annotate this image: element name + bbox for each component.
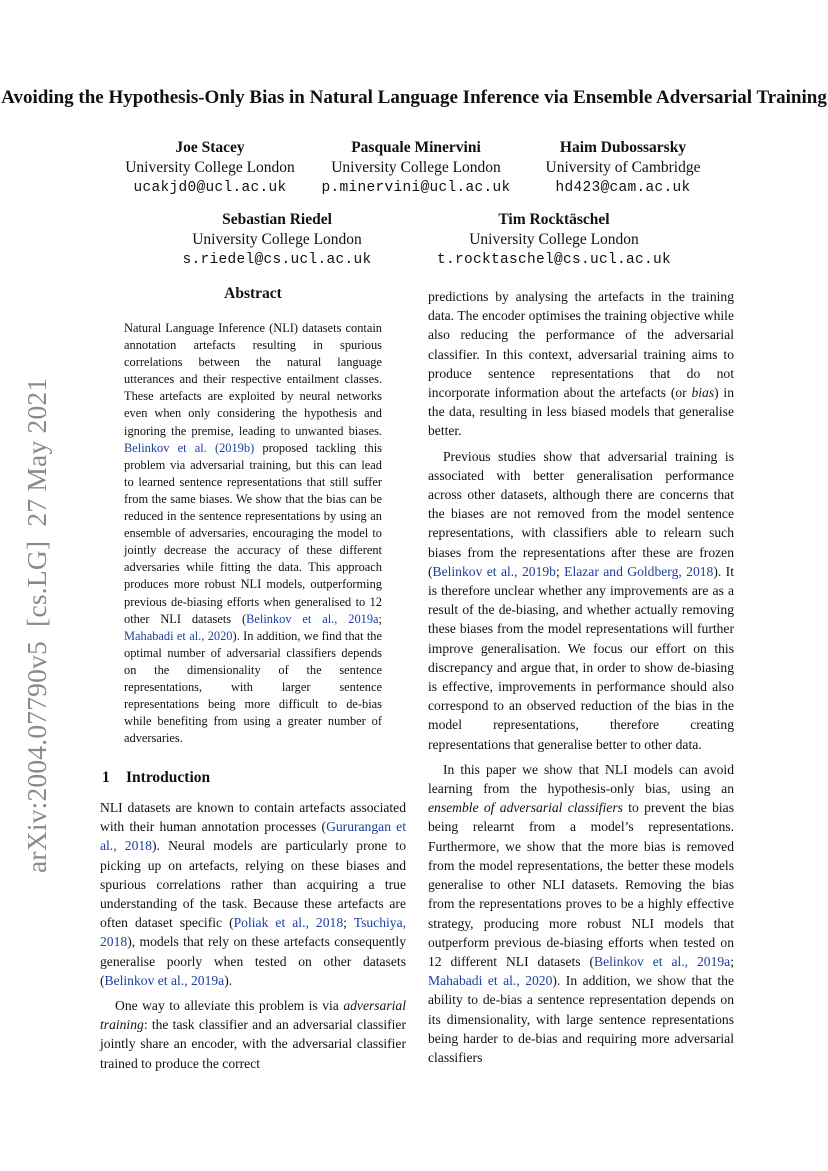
paragraph: In this paper we show that NLI models can avoid learning from the hypothesis-only bias, using an ensemble of adversarial classifiers to prevent the bias being relearnt from a model’s representations. Furthermore, we show that the more bias is removed from the model representations, the better these models generalise to other NLI datasets. Removing the bias from the representations proves to be a highly effective strategy, producing more robust NLI models that outperform previous de-biasing efforts when tested on 12 different NLI datasets (Belinkov et al., 2019a; Mahabadi et al., 2020). In addition, we show that the ability to de-bias a sentence representation depends on its dimensionality, with large sentence representations being harder to de-bias and requiring more adversarial classifiers [428, 761, 734, 1065]
author-email: hd423@cam.ac.uk [555, 180, 691, 196]
paragraph: Previous studies show that adversarial training is associated with better generalisation performance across other datasets, although there are concerns that the biases are not removed from the model sentence representations, with classifiers able to relearn such biases from the representations after these are frozen (Belinkov et al., 2019b; Elazar and Goldberg, 2018). It is therefore unclear whether any improvements are as a result of the de-biasing, and whether actually removing these biases from the model representations will further improve generalisation. We focus our effort on this discrepancy and argue that, in order to show de-biasing is effective, improvements in performance should also correspond to an observed reduction of the bias in the model representations, therefore creating representations that generalise better to other data. [428, 448, 734, 752]
paragraph: NLI datasets are known to contain artefacts associated with their human annotation processes (Gururangan et al., 2018). Neural models are particularly prone to picking up on artefacts, relying on these biases and spurious correlations rather than acquiring a true understanding of the task. Because these artefacts are often dataset specific (Poliak et al., 2018; Tsuchiya, 2018), models that rely on these artefacts consequently generalise poorly when tested on other datasets (Belinkov et al., 2019a). [100, 800, 406, 988]
author-name: Sebastian Riedel [222, 211, 332, 228]
author-block [108, 138, 312, 198]
section-title: Introduction [126, 769, 211, 786]
author-name: Pasquale Minervini [351, 139, 481, 156]
author-block [306, 138, 526, 198]
paragraph: One way to alleviate this problem is via adversarial training: the task classifier and an adversarial classifier jointly share an encoder, with the adversarial classifier trained to produce the correct [100, 998, 406, 1071]
author-affiliation: University College London [469, 231, 639, 248]
citation-link[interactable]: Gururangan et al., 2018 [100, 819, 406, 854]
citation-link[interactable]: Elazar and Goldberg, 2018 [564, 563, 714, 579]
citation-link[interactable]: Belinkov et al., 2019a [246, 611, 379, 626]
right-column [428, 287, 734, 1073]
author-block [160, 210, 394, 270]
left-column [100, 798, 406, 1079]
author-name: Joe Stacey [175, 139, 245, 156]
author-affiliation: University College London [192, 231, 362, 248]
section-number: 1 [102, 769, 110, 786]
citation-link[interactable]: Belinkov et al. (2019b) [124, 440, 255, 455]
citation-link[interactable]: Poliak et al., 2018 [233, 915, 344, 931]
emphasis: bias [691, 385, 715, 401]
citation-link[interactable]: Belinkov et al., 2019a [104, 972, 225, 988]
paper-title: Avoiding the Hypothesis-Only Bias in Natural Language Inference via Ensemble Adversarial Training [1, 87, 827, 108]
citation-link[interactable]: Belinkov et al., 2019b [432, 563, 556, 579]
abstract-heading: Abstract [224, 285, 282, 302]
citation-link[interactable]: Mahabadi et al., 2020 [124, 628, 233, 643]
author-email: t.rocktaschel@cs.ucl.ac.uk [436, 252, 672, 268]
emphasis: adversarial training [100, 998, 406, 1033]
author-name: Haim Dubossarsky [559, 139, 687, 156]
author-affiliation: University College London [125, 159, 295, 176]
author-affiliation: University College London [331, 159, 501, 176]
author-email: ucakjd0@ucl.ac.uk [133, 180, 287, 196]
author-block [418, 210, 690, 270]
author-name: Tim Rocktäschel [498, 211, 610, 228]
emphasis: ensemble of adversarial classifiers [428, 800, 623, 816]
citation-link[interactable]: Belinkov et al., 2019a [594, 953, 731, 969]
author-email: p.minervini@ucl.ac.uk [321, 180, 511, 196]
citation-link[interactable]: Mahabadi et al., 2020 [428, 973, 553, 989]
paragraph: predictions by analysing the artefacts in the training data. The encoder optimises the training objective while also reducing the performance of the adversarial classifier. In this context, adversarial training aims to produce sentence representations that do not incorporate information about the artefacts (or bias) in the data, resulting in less biased models that generalise better. [428, 289, 735, 439]
abstract-body: Natural Language Inference (NLI) datasets contain annotation artefacts resulting in spurious correlations between the natural language utterances and their respective entailment classes. These artefacts are exploited by neural networks even when only considering the hypothesis and ignoring the premise, leading to unwanted biases. Belinkov et al. (2019b) proposed tackling this problem via adversarial training, but this can lead to learned sentence representations that still suffer from the same biases. We show that the bias can be reduced in the sentence representations by using an ensemble of adversaries, encouraging the model to jointly decrease the accuracy of these different adversaries while fitting the data. This approach produces more robust NLI models, outperforming previous de-biasing efforts when generalised to 12 other NLI datasets (Belinkov et al., 2019a; Mahabadi et al., 2020). In addition, we find that the optimal number of adversarial classifiers depends on the dimensionality of the sentence representations, with larger sentence representations being more difficult to de-bias while benefiting from using a greater number of adversaries. [124, 321, 382, 746]
author-block [528, 138, 718, 198]
author-affiliation: University of Cambridge [545, 159, 701, 176]
author-email: s.riedel@cs.ucl.ac.uk [182, 252, 372, 268]
citation-link[interactable]: Tsuchiya, 2018 [100, 915, 406, 950]
arxiv-stamp: arXiv:2004.07790v5 [cs.LG] 27 May 2021 [21, 377, 52, 873]
section-heading [102, 769, 210, 787]
